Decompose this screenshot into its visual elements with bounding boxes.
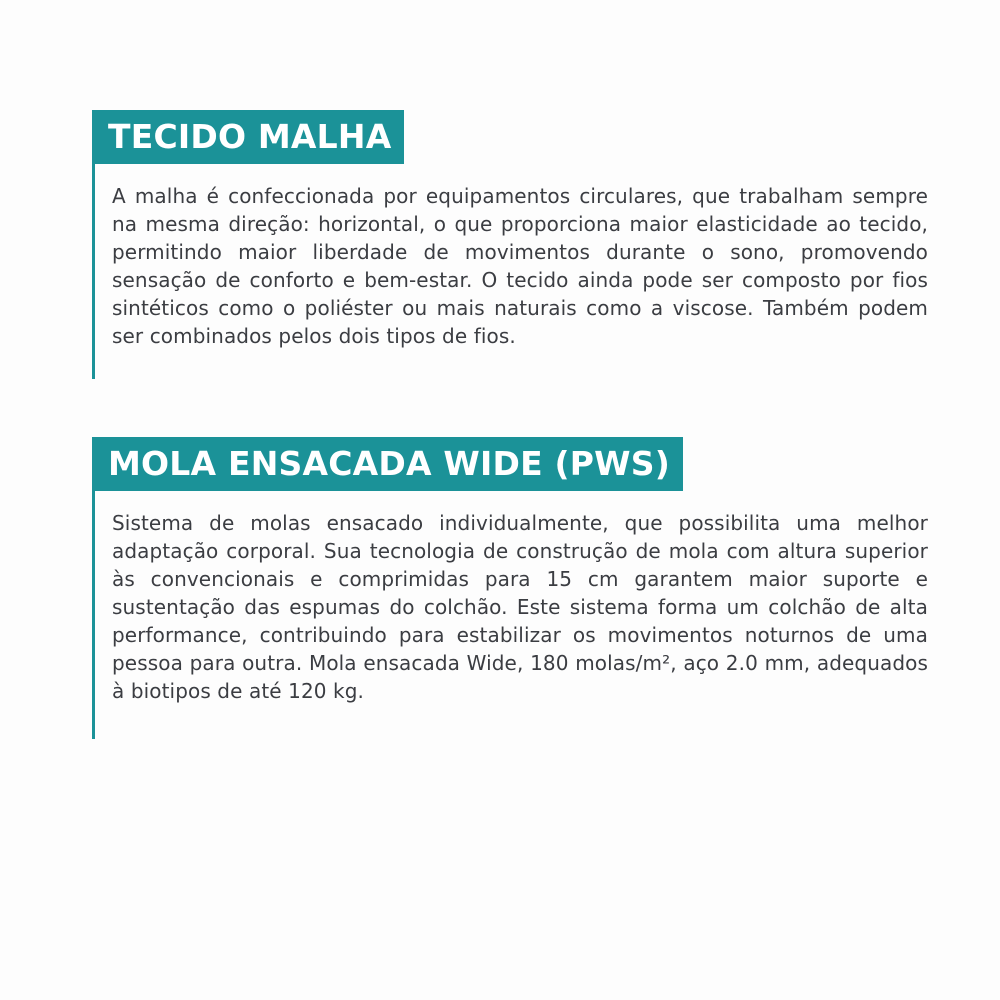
section-mola-ensacada <box>92 437 928 739</box>
section-body <box>92 491 928 739</box>
section-description: Sistema de molas ensacado individualmente, que possibilita uma melhor adaptação corporal. Sua tecnologia de construção de mola com altura superior às convencionais e comprimidas para 15 cm garantem maior suporte e sustentação das espumas do colchão. Este sistema forma um colchão de alta performance, contribuindo para estabilizar os movimentos noturnos de uma pessoa para outra. Mola ensacada Wide, 180 molas/m², aço 2.0 mm, adequados à biotipos de até 120 kg. <box>112 511 928 703</box>
section-body <box>92 164 928 379</box>
section-title: MOLA ENSACADA WIDE (PWS) <box>92 437 683 491</box>
section-title: TECIDO MALHA <box>92 110 404 164</box>
section-description: A malha é confeccionada por equipamentos circulares, que trabalham sempre na mesma direção: horizontal, o que proporciona maior elasticidade ao tecido, permitindo maior liberdade de movimentos durante o sono, promovendo sensação de conforto e bem-estar. O tecido ainda pode ser composto por fios sintéticos como o poliéster ou mais naturais como a viscose. Também podem ser combinados pelos dois tipos de fios. <box>112 184 928 348</box>
section-tecido-malha <box>92 110 928 379</box>
